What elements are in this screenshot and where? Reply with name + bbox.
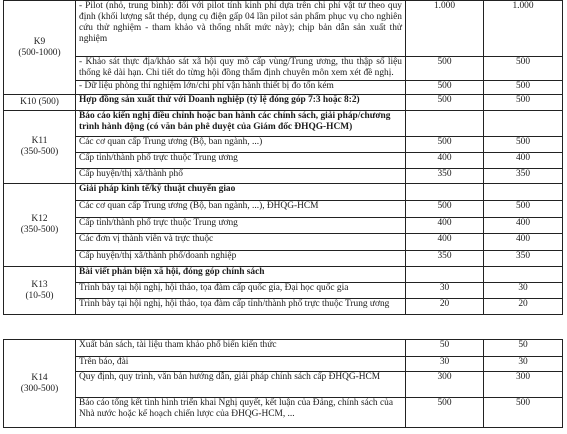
group-range: (500-1000) — [18, 47, 61, 58]
value-cell-2: 300 — [484, 372, 563, 398]
item-description: Các cơ quan cấp Trung ương (Bộ, ban ngành, ...), ĐHQG-HCM — [76, 201, 406, 218]
item-description: Báo cáo tổng kết tình hình triển khai Nghị quyết, kết luận của Đảng, chính sách của Nhà nước hoặc kế hoạch chiến lược của ĐHQG-HCM, ... — [76, 398, 406, 428]
table-row — [4, 340, 563, 357]
item-description: Cấp huyện/thị xã/thành phố/doanh nghiệp — [76, 251, 406, 267]
group-code: K10 (500) — [20, 97, 59, 107]
value-cell-2 — [484, 111, 563, 137]
value-cell-1: 30 — [406, 283, 484, 299]
table-row — [4, 218, 563, 234]
table-row — [4, 111, 563, 137]
item-description: Quy định, quy trình, văn bản hướng dẫn, giải pháp chính sách cấp ĐHQG-HCM — [76, 372, 406, 398]
value-cell-1 — [406, 111, 484, 137]
table-row — [4, 251, 563, 267]
value-cell-2: 50 — [484, 340, 563, 357]
item-description: Các đơn vị thành viên và trực thuộc — [76, 234, 406, 251]
group-code: K14 — [31, 372, 48, 383]
value-cell-1: 500 — [406, 57, 484, 81]
value-cell-1: 50 — [406, 340, 484, 357]
table-row — [4, 372, 563, 398]
value-cell-1: 400 — [406, 234, 484, 251]
value-cell-2: 400 — [484, 234, 563, 251]
value-cell-2: 500 — [484, 81, 563, 95]
item-description: Cấp huyện/thị xã/thành phố — [76, 169, 406, 184]
value-cell-2 — [484, 184, 563, 201]
value-cell-2: 500 — [484, 57, 563, 81]
group-range: (300-500) — [20, 383, 59, 394]
group-range: (350-500) — [20, 225, 59, 235]
value-cell-1: 1.000 — [406, 1, 484, 57]
item-description: Cấp tỉnh/thành phố trực thuộc Trung ương — [76, 218, 406, 234]
value-cell-2: 30 — [484, 283, 563, 299]
value-cell-2: 350 — [484, 251, 563, 267]
item-description: Trên báo, đài — [76, 357, 406, 372]
group-code: K11 — [31, 136, 48, 146]
value-cell-2: 500 — [484, 137, 563, 153]
section-heading: Bài viết phản biện xã hội, đóng góp chính sách — [76, 267, 406, 283]
value-cell-1: 20 — [406, 299, 484, 315]
section-heading: Giải pháp kinh tế/kỹ thuật chuyển giao — [76, 184, 406, 201]
item-description: Hợp đồng sản xuất thử với Doanh nghiệp (tỷ lệ đóng góp 7:3 hoặc 8:2) — [76, 95, 406, 111]
group-code-cell — [4, 1, 76, 95]
value-cell-2: 500 — [484, 398, 563, 428]
value-cell-2: 30 — [484, 357, 563, 372]
table-row — [4, 169, 563, 184]
table-row — [4, 153, 563, 169]
value-cell-2: 400 — [484, 153, 563, 169]
table-row — [4, 283, 563, 299]
value-cell-2: 350 — [484, 169, 563, 184]
table-row — [4, 184, 563, 201]
value-cell-1: 500 — [406, 201, 484, 218]
item-description: - Khảo sát thực địa/khảo sát xã hội quy mô cấp vùng/Trung ương, thu thập số liệu thống kê dài hạn. Chi tiết do từng hội đồng thẩm định chuyên môn xem xét đề nghị. — [76, 57, 406, 81]
table-row — [4, 57, 563, 81]
budget-norms-table-continued — [3, 339, 563, 428]
item-description: Các cơ quan cấp Trung ương (Bộ, ban ngành, ...) — [76, 137, 406, 153]
group-range: (350-500) — [20, 147, 59, 157]
item-description: Xuất bản sách, tài liệu tham khảo phổ biến kiến thức — [76, 340, 406, 357]
budget-norms-table — [3, 0, 563, 315]
group-code-cell — [4, 340, 76, 428]
group-code: K13 — [31, 279, 48, 290]
table-row — [4, 398, 563, 428]
table-row — [4, 267, 563, 283]
item-description: Trình bày tại hội nghị, hội thảo, tọa đàm cấp tỉnh/thành phố trực thuộc Trung ương — [76, 299, 406, 315]
group-code: K9 — [33, 36, 46, 47]
table-row — [4, 81, 563, 95]
item-description: Cấp tỉnh/thành phố trực thuộc Trung ương — [76, 153, 406, 169]
item-description: Trình bày tại hội nghị, hội thảo, tọa đàm cấp quốc gia, Đại học quốc gia — [76, 283, 406, 299]
value-cell-1: 400 — [406, 218, 484, 234]
group-code-cell — [4, 267, 76, 315]
value-cell-2: 1.000 — [484, 1, 563, 57]
value-cell-1: 400 — [406, 153, 484, 169]
table-row — [4, 1, 563, 57]
value-cell-2: 20 — [484, 299, 563, 315]
value-cell-1: 500 — [406, 95, 484, 111]
section-heading: Báo cáo kiến nghị điều chỉnh hoặc ban hành các chính sách, giải pháp/chương trình hành động (có văn bản phê duyệt của Giám đốc ĐHQG-HCM) — [76, 111, 406, 137]
value-cell-1: 350 — [406, 169, 484, 184]
value-cell-1: 500 — [406, 137, 484, 153]
table-row — [4, 299, 563, 315]
table-row — [4, 357, 563, 372]
group-code-cell — [4, 95, 76, 111]
value-cell-1: 350 — [406, 251, 484, 267]
value-cell-2 — [484, 267, 563, 283]
table-row — [4, 234, 563, 251]
value-cell-1: 30 — [406, 357, 484, 372]
value-cell-1 — [406, 267, 484, 283]
value-cell-1: 500 — [406, 81, 484, 95]
group-range: (10-50) — [25, 290, 54, 301]
value-cell-1: 300 — [406, 372, 484, 398]
item-description: - Pilot (nhỏ, trung bình): đối với pilot tính kinh phí dựa trên chi phí vật tư theo quy định (khối lượng sắt thép, dụng cụ điện gấp 04 lần pilot sản phẩm phục vụ cho nghiên cứu thử nghiệm - tham khảo và thống nhất mức này); chịp bản dẫn sản xuất thử nghiệm — [76, 1, 406, 57]
group-code-cell — [4, 111, 76, 184]
value-cell-2: 500 — [484, 95, 563, 111]
value-cell-2: 400 — [484, 218, 563, 234]
group-code-cell — [4, 184, 76, 267]
value-cell-1: 500 — [406, 398, 484, 428]
table-row — [4, 201, 563, 218]
value-cell-2: 500 — [484, 201, 563, 218]
group-code: K12 — [31, 214, 48, 224]
table-row — [4, 137, 563, 153]
value-cell-1 — [406, 184, 484, 201]
item-description: - Dữ liệu phòng thí nghiệm lớn/chi phí vận hành thiết bị đo tốn kém — [76, 81, 406, 95]
table-row — [4, 95, 563, 111]
